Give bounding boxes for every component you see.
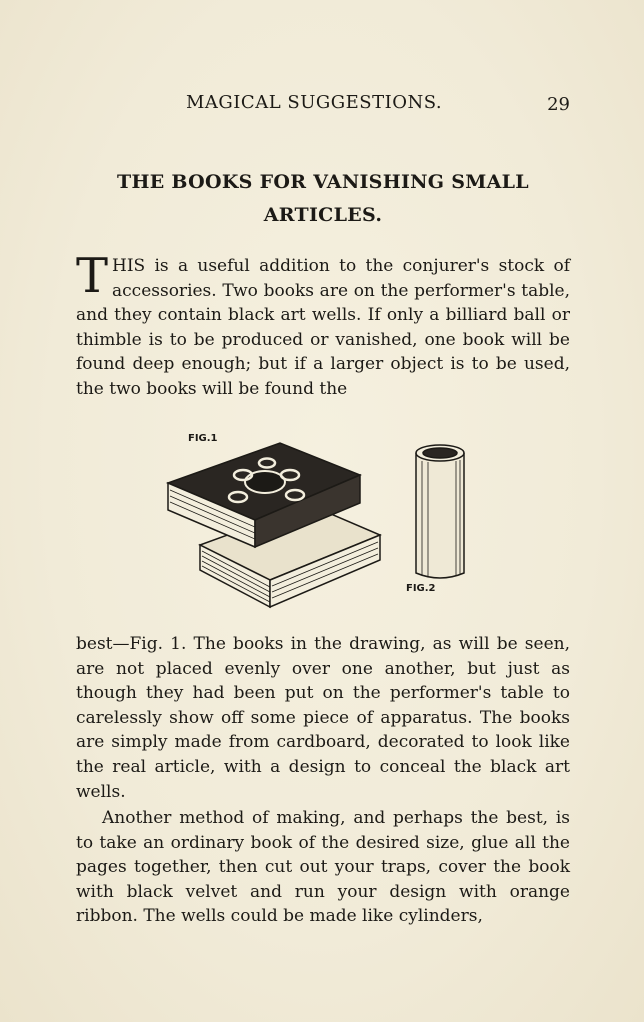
drop-cap: T: [76, 248, 109, 304]
paragraph-3: [76, 806, 570, 929]
figure-1-label: FIG.1: [188, 433, 218, 444]
paragraph-2-text: best—Fig. 1. The books in the drawing, as will be seen, are not placed evenly over one another, but just as though they had been put on the performer's table to carelessly show off some piece of apparatus. The books are simply made from cardboard, decorated to look like the real article, with a design to conceal the black art wells.: [76, 634, 570, 802]
section-title: [76, 166, 570, 232]
paragraph-1: [76, 248, 570, 402]
figure-2-label: FIG.2: [406, 583, 436, 594]
section-title-line-1: THE BOOKS FOR VANISHING SMALL: [117, 171, 529, 193]
section-title-line-2: ARTICLES.: [263, 204, 383, 226]
page-number: 29: [547, 94, 570, 115]
cylinder-well: [416, 445, 464, 578]
illustration: [160, 425, 480, 615]
paragraph-2: [76, 632, 570, 804]
paragraph-3-text: Another method of making, and perhaps the best, is to take an ordinary book of the desired size, glue all the pages together, then cut out your traps, cover the book with black velvet and run your design with orange ribbon. The wells could be made like cylinders,: [76, 808, 570, 927]
running-head: MAGICAL SUGGESTIONS.: [186, 92, 443, 113]
page-header: [76, 92, 570, 118]
paragraph-1-text: HIS is a useful addition to the conjurer's stock of accessories. Two books are on the performer's table, and they contain black art wells. If only a billiard ball or thimble is to be produced or vanished, one book will be found deep enough; but if a larger object is to be used, the two books will be found the: [76, 256, 570, 399]
